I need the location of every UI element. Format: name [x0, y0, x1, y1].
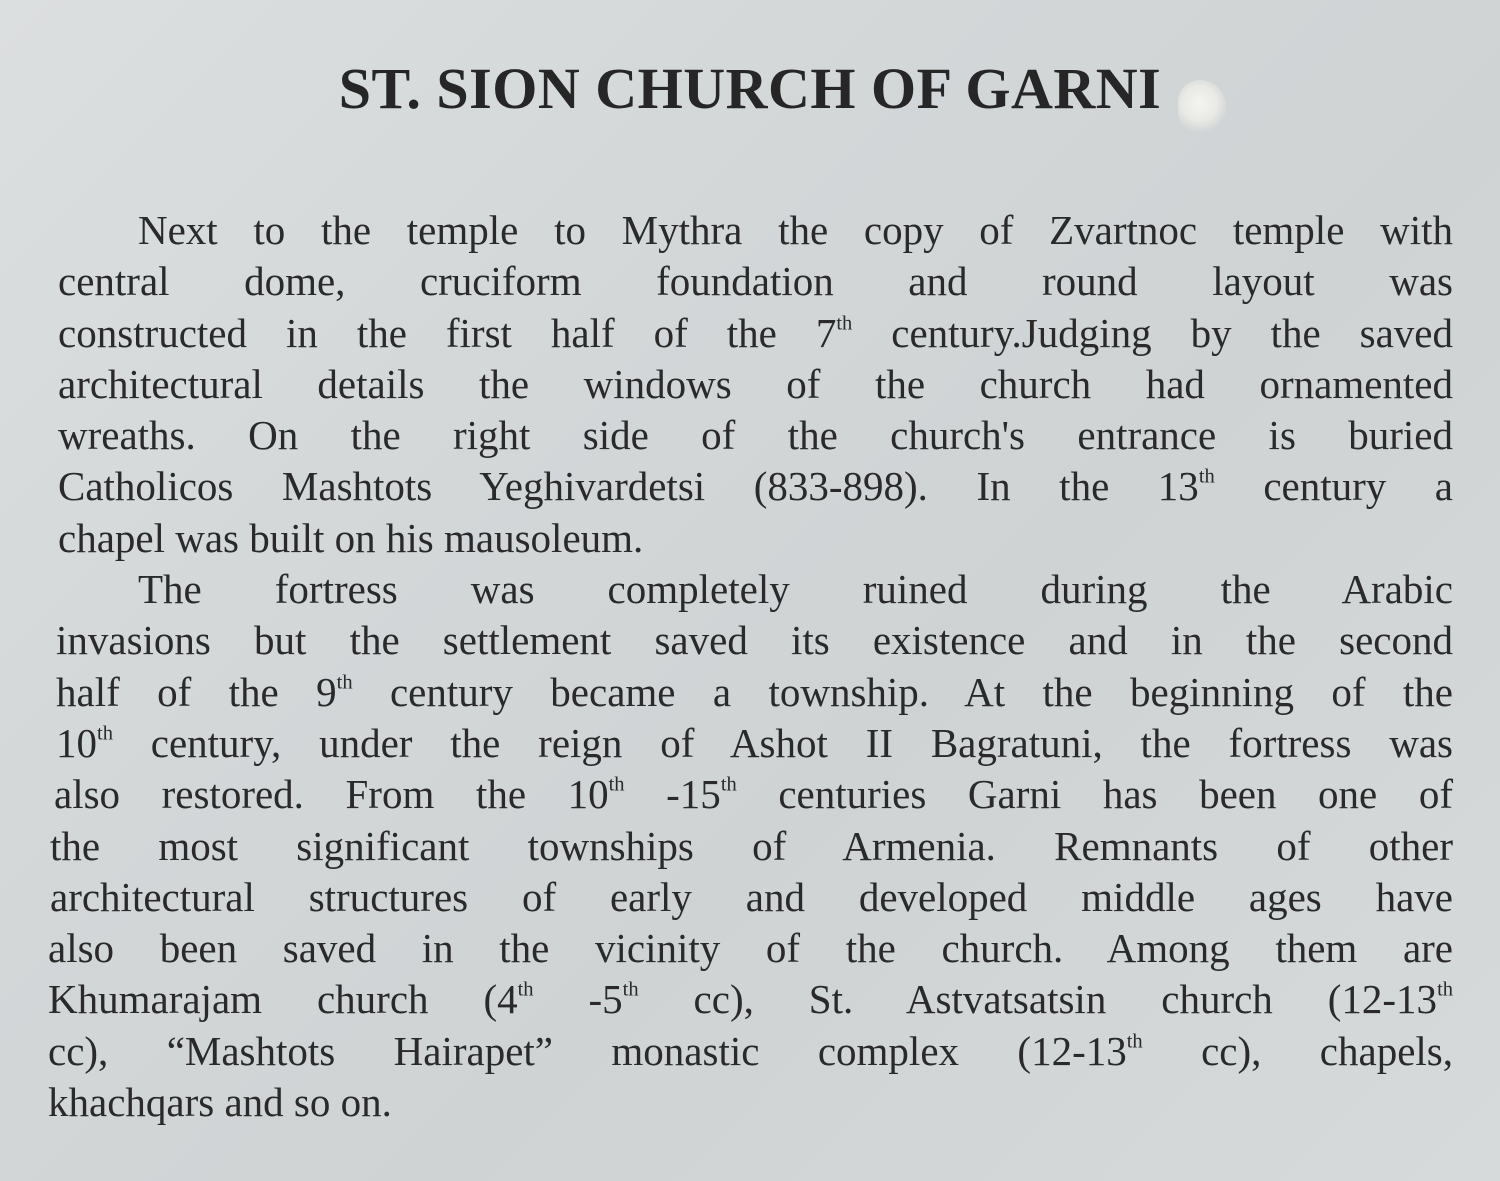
ordinal-superscript: th [1198, 466, 1215, 489]
text-line [58, 461, 1453, 512]
ordinal-superscript: th [97, 722, 113, 745]
text-segment: architectural structures of early and developed middle ages have [50, 873, 1453, 920]
text-segment: wreaths. On the right side of the church's entrance is buried [58, 412, 1453, 459]
ordinal-superscript: th [836, 312, 853, 335]
text-line [58, 410, 1453, 461]
text-segment: half of the 9 [56, 668, 337, 715]
ordinal-superscript: th [517, 979, 534, 1002]
plaque-body-text [48, 205, 1454, 1128]
text-segment: Next to the temple to Mythra the copy of Zvartnoc temple with [138, 207, 1453, 253]
text-line [58, 308, 1453, 359]
ordinal-superscript: th [1126, 1030, 1143, 1053]
text-segment: also been saved in the vicinity of the church. Among them are [48, 925, 1453, 972]
text-segment: The fortress was completely ruined during the Arabic [138, 566, 1453, 613]
text-line [58, 256, 1453, 307]
text-line [48, 974, 1453, 1025]
text-line [50, 821, 1453, 872]
text-segment: 10 [56, 719, 97, 766]
ordinal-superscript: th [608, 773, 625, 796]
text-segment: chapel was built on his mausoleum. [58, 514, 644, 561]
text-line [48, 1026, 1453, 1077]
text-segment: century.Judging by the saved [852, 309, 1453, 356]
text-line [58, 513, 1453, 564]
wear-mark [1178, 80, 1226, 132]
text-line [58, 205, 1453, 256]
text-segment: -15 [624, 771, 721, 818]
text-line [58, 564, 1453, 615]
text-segment: cc), chapels, [1142, 1027, 1453, 1074]
text-segment: also restored. From the 10 [54, 771, 609, 818]
text-line [48, 923, 1453, 974]
text-segment: khachqars and so on. [48, 1079, 392, 1126]
text-line [58, 359, 1453, 410]
text-segment: invasions but the settlement saved its existence and in the second [56, 617, 1453, 664]
text-segment: Catholicos Mashtots Yeghivardetsi (833-898). In the 13 [58, 463, 1199, 510]
text-segment: constructed in the first half of the 7 [58, 309, 837, 356]
ordinal-superscript: th [336, 671, 353, 694]
text-line [56, 718, 1453, 769]
text-line [48, 1077, 1453, 1128]
text-segment: central dome, cruciform foundation and round layout was [58, 258, 1453, 305]
text-line [50, 872, 1453, 923]
ordinal-superscript: th [1437, 979, 1454, 1002]
text-segment: -5 [533, 976, 623, 1023]
plaque-title: ST. SION CHURCH OF GARNI [338, 56, 1162, 121]
text-line [54, 769, 1453, 820]
text-segment: century became a township. At the beginning of the [352, 668, 1454, 715]
text-line [56, 667, 1453, 718]
ordinal-superscript: th [720, 773, 737, 796]
ordinal-superscript: th [622, 979, 639, 1002]
text-segment: century a [1214, 463, 1453, 510]
text-segment: cc), “Mashtots Hairapet” monastic complex (12-13 [48, 1027, 1127, 1074]
text-segment: the most significant townships of Armenia. Remnants of other [50, 822, 1453, 869]
text-segment: architectural details the windows of the church had ornamented [58, 360, 1453, 407]
text-segment: century, under the reign of Ashot II Bagratuni, the fortress was [112, 719, 1453, 766]
text-line [56, 615, 1453, 666]
text-segment: cc), St. Astvatsatsin church (12-13 [638, 976, 1438, 1023]
text-segment: Khumarajam church (4 [48, 976, 518, 1023]
text-segment: centuries Garni has been one of [736, 771, 1453, 818]
